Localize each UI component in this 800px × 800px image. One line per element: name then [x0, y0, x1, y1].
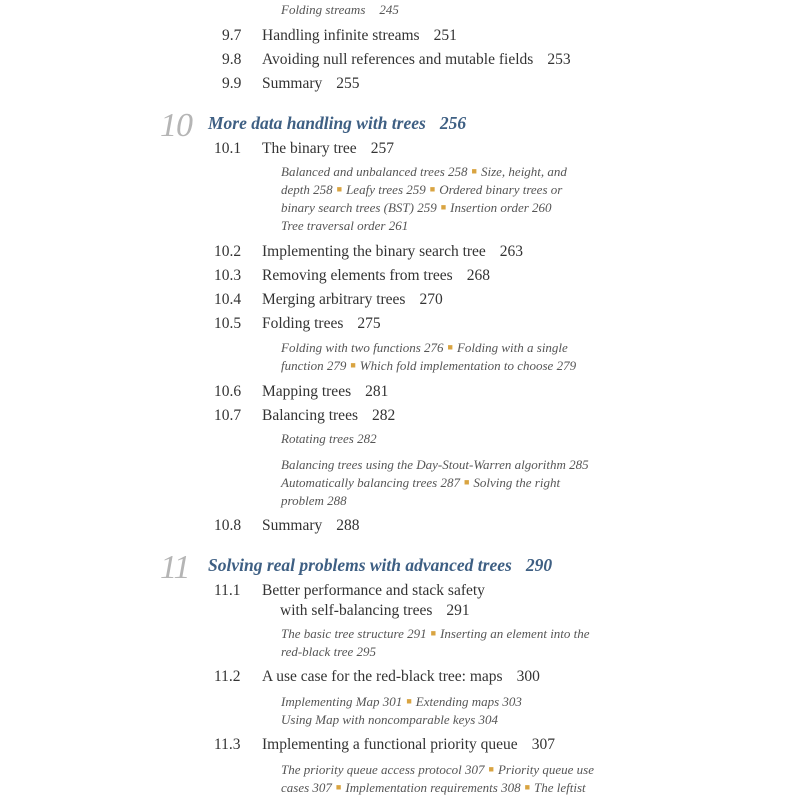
- bullet-icon: ■: [406, 696, 412, 706]
- bullet-icon: ■: [430, 628, 437, 638]
- toc-section-9-8[interactable]: 9.8 Avoiding null references and mutable fields 253: [222, 51, 571, 68]
- subsection-line: Implementing Map 301 ■ Extending maps 303: [281, 694, 522, 709]
- bullet-icon: ■: [471, 166, 477, 176]
- bullet-icon: ■: [463, 477, 470, 487]
- toc-section-10-4[interactable]: 10.4 Merging arbitrary trees 270: [214, 291, 443, 308]
- subsection-line: problem 288: [281, 493, 347, 508]
- bullet-icon: ■: [429, 184, 436, 194]
- bullet-icon: ■: [488, 764, 494, 774]
- subsection-line: Balanced and unbalanced trees 258 ■ Size, height, and: [281, 164, 567, 179]
- subsection-line: Rotating trees 282: [281, 431, 377, 446]
- toc-section-10-1[interactable]: 10.1 The binary tree 257: [214, 140, 394, 157]
- toc-section-9-9[interactable]: 9.9 Summary 255: [222, 75, 360, 92]
- toc-section-11-1[interactable]: 11.1 Better performance and stack safety with self-balancing trees 291: [214, 582, 485, 619]
- subsection-line: The basic tree structure 291 ■ Inserting an element into the: [281, 626, 590, 641]
- subsection-line: depth 258 ■ Leafy trees 259 ■ Ordered binary trees or: [281, 182, 563, 197]
- chapter-number: 11: [160, 549, 190, 586]
- bullet-icon: ■: [350, 360, 356, 370]
- toc-section-10-8[interactable]: 10.8 Summary 288: [214, 517, 360, 534]
- bullet-icon: ■: [335, 782, 342, 792]
- subsection-line: function 279 ■ Which fold implementation to choose 279: [281, 358, 577, 373]
- toc-section-10-3[interactable]: 10.3 Removing elements from trees 268: [214, 267, 490, 284]
- toc-section-10-6[interactable]: 10.6 Mapping trees 281: [214, 383, 389, 400]
- chapter-title[interactable]: More data handling with trees 256: [208, 113, 467, 133]
- subsection-line: binary search trees (BST) 259 ■ Insertion order 260: [281, 200, 552, 215]
- subsection-line: Folding with two functions 276 ■ Folding with a single: [281, 340, 568, 355]
- toc-section-10-7[interactable]: 10.7 Balancing trees 282: [214, 407, 396, 424]
- toc-section-11-2[interactable]: 11.2 A use case for the red-black tree: maps 300: [214, 668, 540, 685]
- toc-section-9-7[interactable]: 9.7 Handling infinite streams 251: [222, 27, 457, 44]
- subsection-line: Automatically balancing trees 287 ■ Solving the right: [281, 475, 561, 490]
- toc-section-10-5[interactable]: 10.5 Folding trees 275: [214, 315, 381, 332]
- chapter-title[interactable]: Solving real problems with advanced trees 290: [208, 555, 553, 575]
- toc-section-11-3[interactable]: 11.3 Implementing a functional priority queue 307: [214, 736, 555, 753]
- bullet-icon: ■: [524, 782, 531, 792]
- toc-section-10-2[interactable]: 10.2 Implementing the binary search tree 263: [214, 243, 524, 260]
- subsection-line: Folding streams 245: [281, 2, 399, 17]
- chapter-number: 10: [160, 107, 192, 144]
- subsection-line: The priority queue access protocol 307 ■ Priority queue use: [281, 762, 594, 777]
- bullet-icon: ■: [447, 342, 453, 352]
- bullet-icon: ■: [440, 202, 447, 212]
- subsection-line: red-black tree 295: [281, 644, 377, 659]
- subsection-line: Using Map with noncomparable keys 304: [281, 712, 499, 727]
- subsection-line: Balancing trees using the Day-Stout-Warren algorithm 285: [281, 457, 589, 472]
- subsection-line: cases 307 ■ Implementation requirements 308 ■ The leftist: [281, 780, 586, 795]
- bullet-icon: ■: [336, 184, 343, 194]
- subsection-line: Tree traversal order 261: [281, 218, 409, 233]
